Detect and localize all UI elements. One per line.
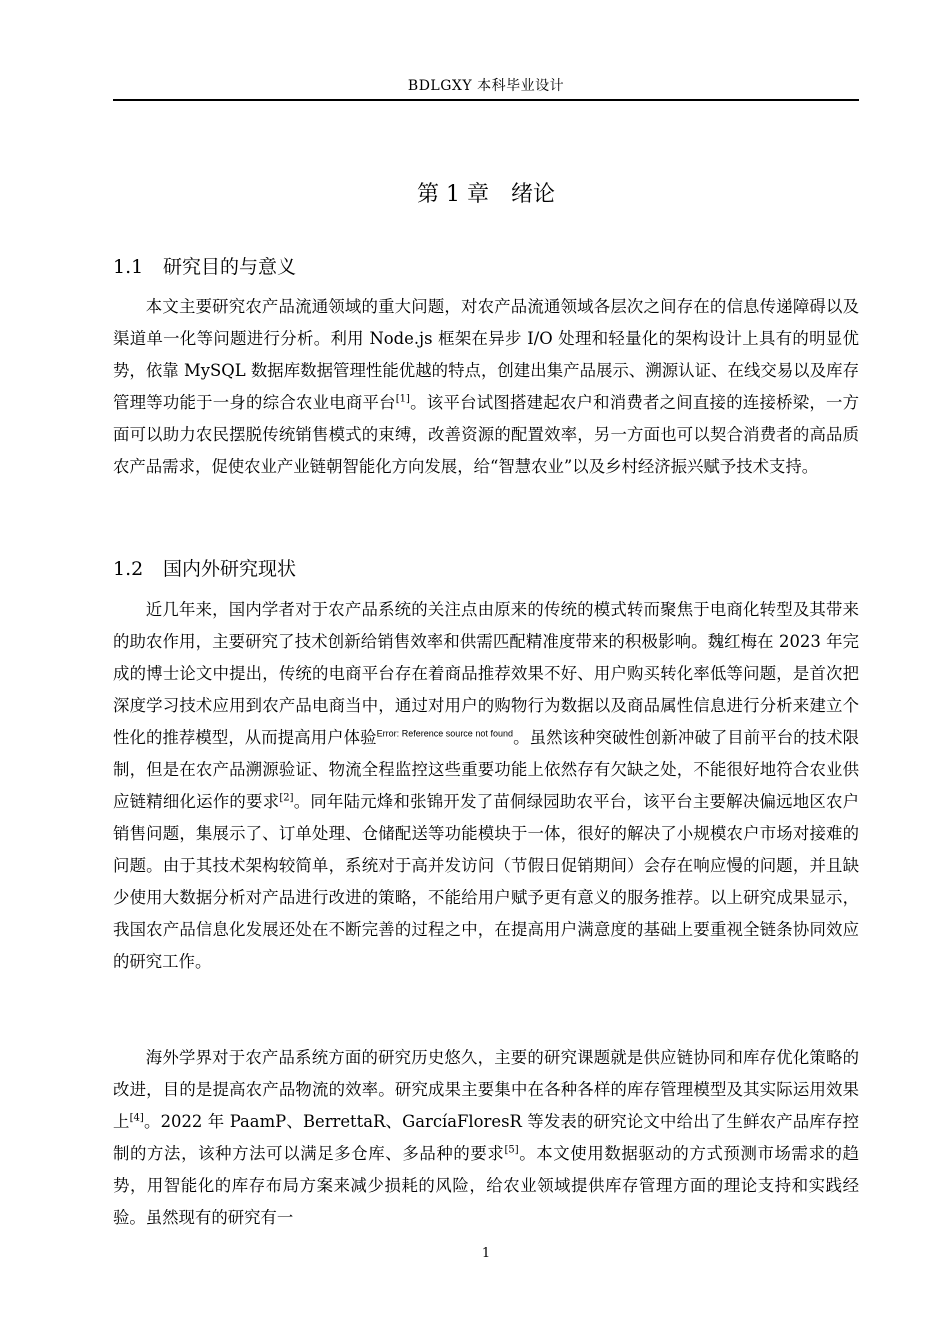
paragraph-purpose	[113, 291, 859, 483]
section-number: 1.1	[113, 256, 144, 278]
section-title-text: 研究目的与意义	[163, 256, 297, 278]
paragraph-text: 。本文使用数据驱动的方式预测市场需求的趋势，用智能化的库存布局方案来减少损耗的风险，给农业领域提供库存管理方面的理论支持和实践经验。虽然现有的研究有一	[113, 1144, 860, 1227]
paragraph-text: 海外学界对于农产品系统方面的研究历史悠久，主要的研究课题就是供应链协同和库存优化策略的改进，目的是提高农产品物流的效率。研究成果主要集中在各种各样的库存管理模型及其实际运用效果上	[113, 1048, 859, 1131]
section-title-text: 国内外研究现状	[163, 558, 297, 580]
paragraph-domestic	[113, 594, 859, 978]
section-number: 1.2	[113, 558, 144, 580]
section-heading-1-1	[113, 253, 859, 281]
citation-ref[interactable]: [4]	[129, 1112, 144, 1124]
reference-error: Error: Reference source not found	[376, 728, 514, 739]
paragraph-text: 。2022 年 PaamP、BerrettaR、GarcíaFloresR 等发表的研究论文中给出了生鲜农产品库存控制的方法，该种方法可以满足多仓库、多品种的要求	[113, 1112, 859, 1163]
paragraph-overseas	[113, 1042, 859, 1234]
header-rule	[113, 99, 859, 101]
paragraph-text: 。同年陆元烽和张锦开发了苗侗绿园助农平台，该平台主要解决偏远地区农户销售问题，集展示了、订单处理、仓储配送等功能模块于一体，很好的解决了小规模农户市场对接难的问题。由于其技术架构较简单，系统对于高并发访问（节假日促销期间）会存在响应慢的问题，并且缺少使用大数据分析对产品进行改进的策略，不能给用户赋予更有意义的服务推荐。以上研究成果显示，我国农产品信息化发展还处在不断完善的过程之中，在提高用户满意度的基础上要重视全链条协同效应的研究工作。	[113, 792, 860, 971]
paragraph-text: 近几年来，国内学者对于农产品系统的关注点由原来的传统的模式转而聚焦于电商化转型及其带来的助农作用，主要研究了技术创新给销售效率和供需匹配精准度带来的积极影响。魏红梅在 2023 年完成的博士论文中提出，传统的电商平台存在着商品推荐效果不好、用户购买转化率低等问题，是首次把深度学习技术应用到农产品电商当中，通过对用户的购物行为数据以及商品属性信息进行分析来建立个性化的推荐模型，从而提高用户体验	[113, 600, 859, 747]
paragraph-text: 。虽然该种突破性创新冲破了目前平台的技术限制，但是在农产品溯源验证、物流全程监控这些重要功能上依然存有欠缺之处，不能很好地符合农业供应链精细化运作的要求	[113, 728, 860, 811]
section-heading-1-2	[113, 555, 859, 583]
running-header: BDLGXY 本科毕业设计	[407, 78, 565, 94]
page-number: 1	[481, 1246, 491, 1261]
chapter-title: 第 1 章 绪论	[417, 182, 555, 207]
paragraph-text: 本文主要研究农产品流通领域的重大问题，对农产品流通领域各层次之间存在的信息传递障碍以及渠道单一化等问题进行分析。利用 Node.js 框架在异步 I/O 处理和轻量化的架构设计上具有的明显优势，依靠 MySQL 数据库数据管理性能优越的特点，创建出集产品展示、溯源认证、在线交易以及库存管理等功能于一身的综合农业电商平台	[113, 297, 859, 412]
citation-ref[interactable]: [5]	[504, 1144, 519, 1156]
citation-ref[interactable]: [1]	[395, 393, 410, 405]
citation-ref[interactable]: [2]	[279, 792, 294, 804]
paragraph-text: 。该平台试图搭建起农户和消费者之间直接的连接桥梁，一方面可以助力农民摆脱传统销售模式的束缚，改善资源的配置效率，另一方面也可以契合消费者的高品质农产品需求，促使农业产业链朝智能化方向发展，给“智慧农业”以及乡村经济振兴赋予技术支持。	[113, 393, 860, 476]
